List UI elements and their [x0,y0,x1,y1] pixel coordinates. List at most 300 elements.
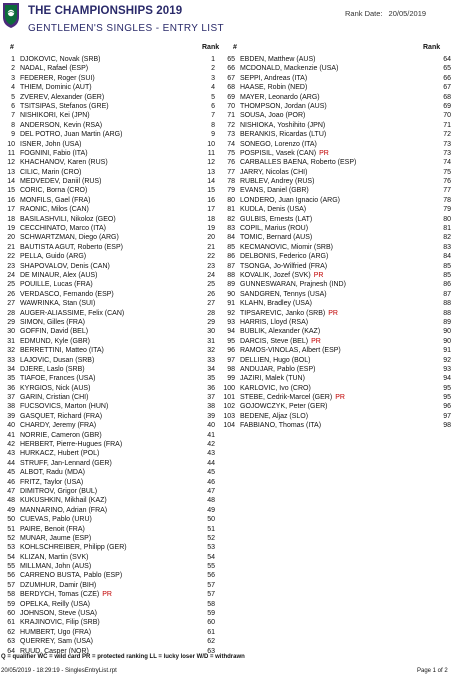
player-name-cell [20,553,88,562]
entry-number: 62 [7,628,15,636]
entry-rank: 14 [207,178,215,186]
entry-number: 50 [7,516,15,524]
entry-number: 3 [11,74,15,82]
player-name-cell [240,196,340,205]
entry-number: 11 [7,149,15,157]
entry-rank: 50 [207,516,215,524]
entry-number: 46 [7,478,15,486]
entry-row [220,290,452,299]
player-name-cell [20,356,94,365]
player-name-cell [20,412,102,421]
entry-row [0,299,216,308]
entry-rank: 90 [443,337,451,345]
entry-rank: 85 [443,271,451,279]
entry-number: 28 [7,309,15,317]
entry-row [0,487,216,496]
entry-rank: 70 [443,112,451,120]
rank-date-label: Rank Date: [345,9,383,18]
entry-row [220,93,452,102]
player-name-cell [240,280,346,289]
entry-number: 59 [7,600,15,608]
entry-rank: 86 [443,281,451,289]
entry-rank: 62 [207,638,215,646]
entry-number: 48 [7,497,15,505]
entry-rank: 58 [207,600,215,608]
entry-row [0,374,216,383]
player-name: CECCHINATO, Marco (ITA) [20,225,106,233]
player-name-cell [20,590,112,599]
player-name-cell [20,562,91,571]
entry-number: 69 [227,93,235,101]
right-entry-list [220,55,452,431]
page-title: THE CHAMPIONSHIPS 2019 [28,5,183,17]
entry-number: 16 [7,196,15,204]
entry-number: 76 [227,159,235,167]
player-name-cell [240,374,305,383]
entry-number: 54 [7,553,15,561]
entry-number: 31 [7,337,15,345]
entry-row [220,374,452,383]
player-name-cell [20,262,110,271]
entry-rank: 7 [211,112,215,120]
entry-row [0,421,216,430]
entry-rank: 94 [443,375,451,383]
player-name-cell [20,233,119,242]
player-name-cell [20,337,90,346]
player-name: THOMPSON, Jordan (AUS) [240,102,327,110]
entry-rank: 97 [443,412,451,420]
entry-rank: 24 [207,271,215,279]
entry-number: 52 [7,534,15,542]
player-name: RAONIC, Milos (CAN) [20,206,89,214]
entry-rank: 61 [207,628,215,636]
player-name: CARBALLES BAENA, Roberto (ESP) [240,159,357,167]
entry-number: 78 [227,178,235,186]
entry-row [0,233,216,242]
entry-rank: 54 [207,553,215,561]
player-name: BASILASHVILI, Nikoloz (GEO) [20,215,116,223]
entry-number: 56 [7,572,15,580]
player-name-cell [20,506,107,515]
player-name-cell [20,384,90,393]
entry-row [0,384,216,393]
player-name: THIEM, Dominic (AUT) [20,84,92,92]
player-name-cell [20,609,97,618]
entry-row [0,130,216,139]
player-name: MAYER, Leonardo (ARG) [240,93,320,101]
entry-rank: 45 [207,469,215,477]
entry-number: 14 [7,178,15,186]
entry-row [0,468,216,477]
entry-rank: 71 [443,121,451,129]
entry-number: 84 [227,234,235,242]
entry-number: 9 [11,131,15,139]
entry-row [220,299,452,308]
entry-row [0,525,216,534]
player-name: FOGNINI, Fabio (ITA) [20,149,88,157]
entry-rank: 30 [207,328,215,336]
entry-number: 20 [7,234,15,242]
entry-number: 10 [7,140,15,148]
print-info: 20/05/2019 - 18:29:19 - SinglesEntryList.rpt [1,668,117,674]
entry-number: 32 [7,347,15,355]
entry-rank: 37 [207,394,215,402]
entry-rank: 90 [443,328,451,336]
entry-row [0,271,216,280]
player-name: LAJOVIC, Dusan (SRB) [20,356,95,364]
entry-number: 82 [227,215,235,223]
player-name-cell [240,290,327,299]
entry-rank: 65 [443,65,451,73]
entry-number: 63 [7,638,15,646]
player-name-cell [240,224,308,233]
player-name: VERDASCO, Fernando (ESP) [20,290,114,298]
player-name: KRAJINOVIC, Filip (SRB) [20,619,100,627]
entry-number: 104 [223,422,235,430]
entry-number: 37 [7,394,15,402]
entry-number: 39 [7,412,15,420]
player-name-cell [240,337,321,346]
protected-ranking-mark: PR [328,309,338,317]
entry-row [0,346,216,355]
entry-number: 71 [227,112,235,120]
entry-row [220,215,452,224]
player-name: NISHIKORI, Kei (JPN) [20,112,90,120]
player-name: SANDGREN, Tennys (USA) [240,290,327,298]
player-name: COPIL, Marius (ROU) [240,225,309,233]
player-name-cell [20,327,88,336]
player-name-cell [240,393,345,402]
player-name-cell [20,431,102,440]
entry-row [220,121,452,130]
player-name-cell [240,149,329,158]
entry-row [220,64,452,73]
player-name-cell [240,111,305,120]
entry-row [0,506,216,515]
entry-rank: 67 [443,84,451,92]
player-name: KOHLSCHREIBER, Philipp (GER) [20,544,127,552]
player-name-cell [20,449,99,458]
player-name: DEL POTRO, Juan Martin (ARG) [20,131,123,139]
player-name: HARRIS, Lloyd (RSA) [240,318,309,326]
entry-row [220,365,452,374]
entry-row [0,186,216,195]
player-name-cell [240,205,306,214]
entry-row [0,562,216,571]
player-name: ANDUJAR, Pablo (ESP) [240,365,316,373]
player-name-cell [240,356,310,365]
player-name-cell [20,515,92,524]
entry-number: 1 [11,56,15,63]
player-name: DZUMHUR, Damir (BIH) [20,581,97,589]
entry-row [220,102,452,111]
entry-row [220,177,452,186]
player-name-cell [20,64,88,73]
entry-row [0,149,216,158]
entry-rank: 35 [207,375,215,383]
player-name: KHACHANOV, Karen (RUS) [20,159,108,167]
player-name-cell [240,121,325,130]
entry-number: 45 [7,469,15,477]
player-name-cell [240,346,341,355]
entry-row [0,637,216,646]
player-name-cell [20,468,85,477]
entry-number: 74 [227,140,235,148]
entry-row [220,74,452,83]
entry-number: 5 [11,93,15,101]
entry-row [0,515,216,524]
entry-row [220,205,452,214]
entry-row [0,196,216,205]
entry-number: 29 [7,318,15,326]
entry-row [0,496,216,505]
entry-rank: 87 [443,290,451,298]
player-name: WAWRINKA, Stan (SUI) [20,300,96,308]
entry-row [0,168,216,177]
entry-number: 41 [7,431,15,439]
entry-rank: 2 [211,65,215,73]
player-name-cell [240,140,317,149]
entry-row [0,628,216,637]
entry-rank: 98 [443,422,451,430]
entry-rank: 8 [211,121,215,129]
player-name: BEDENE, Aljaz (SLO) [240,412,309,420]
player-name: LONDERO, Juan Ignacio (ARG) [240,196,340,204]
player-name: EDMUND, Kyle (GBR) [20,337,91,345]
player-name-cell [240,421,321,430]
entry-rank: 76 [443,178,451,186]
player-name: TIPSAREVIC, Janko (SRB) [240,309,326,317]
entry-rank: 12 [207,159,215,167]
entry-row [0,158,216,167]
player-name: ZVEREV, Alexander (GER) [20,93,105,101]
player-name-cell [20,374,95,383]
player-name-cell [20,543,127,552]
entry-rank: 56 [207,572,215,580]
player-name-cell [20,440,122,449]
entry-number: 19 [7,225,15,233]
entry-rank: 18 [207,215,215,223]
player-name: KLAHN, Bradley (USA) [240,300,312,308]
player-name: EVANS, Daniel (GBR) [240,187,309,195]
entry-row [220,356,452,365]
entry-number: 96 [227,347,235,355]
entry-rank: 91 [443,347,451,355]
entry-rank: 85 [443,262,451,270]
wimbledon-logo-icon [1,1,21,29]
player-name-cell [240,233,312,242]
player-name-cell [20,628,91,637]
player-name: BERDYCH, Tomas (CZE) [20,591,100,599]
entry-rank: 34 [207,365,215,373]
entry-row [0,280,216,289]
player-name-cell [240,168,307,177]
player-name-cell [240,243,333,252]
entry-row [220,186,452,195]
player-name-cell [20,290,114,299]
entry-rank: 82 [443,234,451,242]
player-name: MUNAR, Jaume (ESP) [20,534,92,542]
entry-number: 47 [7,487,15,495]
player-name: CHARDY, Jeremy (FRA) [20,422,97,430]
player-name-cell [240,309,338,318]
entry-rank: 3 [211,74,215,82]
entry-number: 73 [227,131,235,139]
player-name-cell [240,55,315,64]
entry-row [220,280,452,289]
player-name: HAASE, Robin (NED) [240,84,308,92]
entry-rank: 95 [443,394,451,402]
entry-number: 101 [223,394,235,402]
entry-row [0,365,216,374]
player-name: FABBIANO, Thomas (ITA) [240,422,322,430]
player-name: DJERE, Laslo (SRB) [20,365,85,373]
entry-row [0,590,216,599]
entry-row [220,402,452,411]
player-name-cell [240,215,312,224]
entry-row [0,83,216,92]
page-subtitle: GENTLEMEN'S SINGLES - ENTRY LIST [28,23,225,34]
player-name-cell [20,525,85,534]
player-name-cell [240,252,328,261]
entry-row [220,271,452,280]
entry-number: 90 [227,290,235,298]
entry-number: 27 [7,300,15,308]
player-name: PAIRE, Benoit (FRA) [20,525,85,533]
player-name-cell [240,93,320,102]
entry-number: 89 [227,281,235,289]
player-name-cell [20,318,85,327]
entry-row [0,571,216,580]
player-name-cell [240,102,327,111]
player-name: BUBLIK, Alexander (KAZ) [240,328,321,336]
entry-row [220,412,452,421]
player-name: SEPPI, Andreas (ITA) [240,74,308,82]
entry-rank: 27 [207,300,215,308]
player-name-cell [20,196,90,205]
entry-row [0,93,216,102]
entry-row [220,309,452,318]
player-name-cell [20,121,102,130]
entry-number: 57 [7,581,15,589]
player-name: OPELKA, Reilly (USA) [20,600,91,608]
player-name: ALBOT, Radu (MDA) [20,469,85,477]
player-name-cell [240,412,308,421]
player-name: CORIC, Borna (CRO) [20,187,88,195]
entry-rank: 52 [207,534,215,542]
entry-row [220,111,452,120]
entry-rank: 15 [207,187,215,195]
entry-row [220,158,452,167]
entry-row [220,83,452,92]
player-name-cell [240,177,314,186]
player-name: FUCSOVICS, Marton (HUN) [20,403,109,411]
player-name: SOUSA, Joao (POR) [240,112,306,120]
player-name: DIMITROV, Grigor (BUL) [20,487,98,495]
player-name: KARLOVIC, Ivo (CRO) [240,384,311,392]
player-name-cell [240,402,328,411]
entry-row [0,412,216,421]
entry-number: 12 [7,159,15,167]
entry-number: 25 [7,281,15,289]
player-name-cell [20,177,101,186]
player-name-cell [20,205,89,214]
rank-date-value: 20/05/2019 [388,9,427,18]
player-name: FEDERER, Roger (SUI) [20,74,95,82]
player-name: TOMIC, Bernard (AUS) [240,234,313,242]
player-name-cell [20,140,81,149]
entry-row [0,327,216,336]
entry-number: 30 [7,328,15,336]
entry-number: 15 [7,187,15,195]
entry-row [0,600,216,609]
player-name-cell [20,365,85,374]
entry-row [220,252,452,261]
entry-row [0,459,216,468]
player-name-cell [20,571,122,580]
entry-rank: 22 [207,253,215,261]
entry-row [220,243,452,252]
entry-rank: 89 [443,318,451,326]
entry-row [0,205,216,214]
entry-number: 86 [227,253,235,261]
player-name: TSITSIPAS, Stefanos (GRE) [20,102,109,110]
left-entry-list [0,55,216,656]
entry-number: 65 [227,56,235,63]
player-name: STEBE, Cedrik-Marcel (GER) [240,394,333,402]
player-name: KYRGIOS, Nick (AUS) [20,384,91,392]
player-name-cell [20,111,90,120]
player-name-cell [20,393,88,402]
player-name: TIAFOE, Frances (USA) [20,375,96,383]
entry-row [0,581,216,590]
entry-row [0,402,216,411]
entry-row [0,431,216,440]
entry-row [0,543,216,552]
player-name: GARIN, Cristian (CHI) [20,394,89,402]
entry-rank: 64 [443,56,451,63]
entry-number: 33 [7,356,15,364]
entry-row [0,55,216,64]
entry-row [220,421,452,430]
player-name: DARCIS, Steve (BEL) [240,337,309,345]
entry-number: 6 [11,102,15,110]
entry-rank: 47 [207,487,215,495]
entry-rank: 10 [207,140,215,148]
entry-row [220,55,452,64]
player-name-cell [240,130,326,139]
entry-rank: 43 [207,450,215,458]
protected-ranking-mark: PR [313,271,324,279]
entry-rank: 74 [443,159,451,167]
entry-row [220,384,452,393]
player-name-cell [20,487,97,496]
entry-rank: 68 [443,93,451,101]
entry-rank: 48 [207,497,215,505]
entry-row [220,196,452,205]
player-name: SHAPOVALOV, Denis (CAN) [20,262,110,270]
entry-number: 44 [7,459,15,467]
entry-number: 38 [7,403,15,411]
entry-number: 87 [227,262,235,270]
player-name-cell [240,64,338,73]
player-name: GOFFIN, David (BEL) [20,328,89,336]
player-name: GUNNESWARAN, Prajnesh (IND) [240,281,346,289]
player-name: MEDVEDEV, Daniil (RUS) [20,178,102,186]
player-name: POUILLE, Lucas (FRA) [20,281,93,289]
entry-row [220,262,452,271]
entry-rank: 1 [211,56,215,63]
